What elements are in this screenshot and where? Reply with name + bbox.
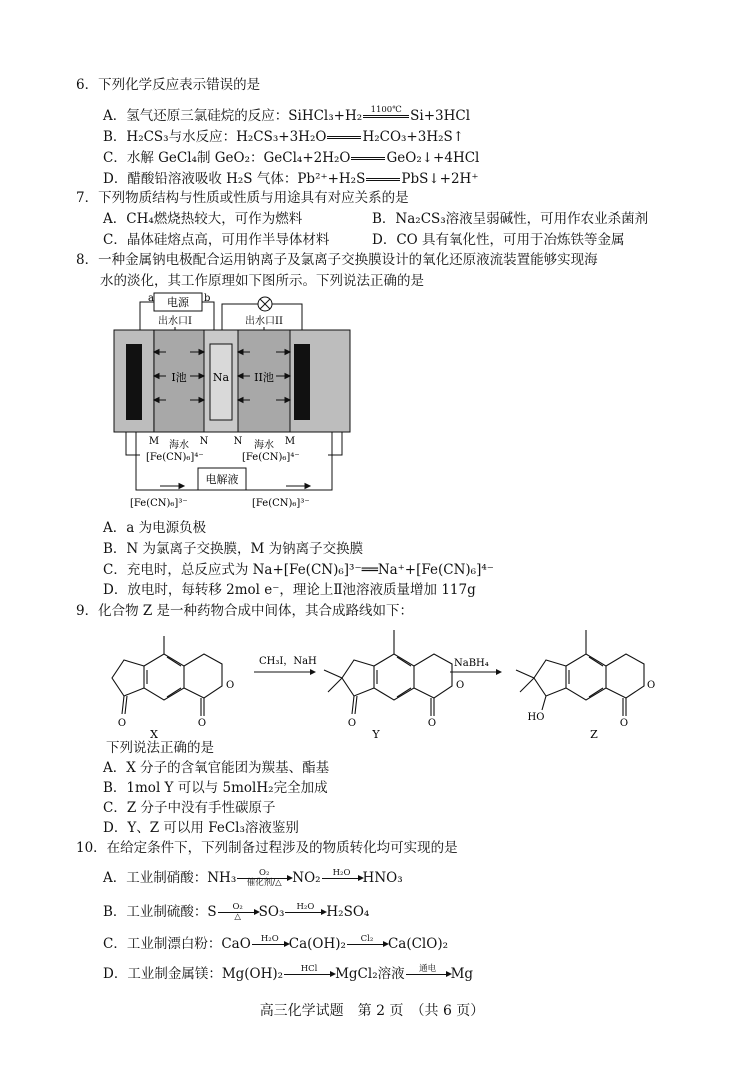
q7-option-d: D．CO 具有氧化性，可用于冶炼铁等金属	[372, 232, 625, 248]
flow-battery-diagram	[110, 290, 360, 515]
q10-c-cond1-top: H₂O	[260, 934, 279, 944]
q10-d-post: Mg	[450, 966, 474, 982]
molecule-x	[112, 636, 222, 716]
q6-a-post: Si+3HCl	[410, 108, 471, 124]
q8-option-c: C．充电时，总反应式为 Na+[Fe(CN)₆]³⁻══Na⁺+[Fe(CN)₆]⁴⁻	[103, 562, 494, 578]
q6-option-c	[103, 148, 479, 169]
q10-a-cond2-top: H₂O	[332, 868, 351, 878]
q7-option-c: C．晶体硅熔点高，可用作半导体材料	[103, 232, 330, 248]
q10-d-cond1-top: HCl	[300, 964, 318, 974]
fe4-label-right: [Fe(CN)₆]⁴⁻	[242, 452, 300, 463]
q8-option-d: D．放电时，每转移 2mol e⁻，理论上Ⅱ池溶液质量增加 117g	[103, 582, 476, 598]
x-ketone-o: O	[117, 718, 127, 729]
q10-c-arrow-1	[252, 935, 288, 954]
y-ester-o: O	[427, 718, 437, 729]
q10-option-d	[103, 962, 473, 986]
q9-option-c: C．Z 分子中没有手性碳原子	[103, 800, 276, 816]
q10-b-pre: B．工业制硫酸：S	[103, 904, 217, 920]
q9-option-a: A．X 分子的含氧官能团为羰基、酯基	[103, 760, 330, 776]
seawater-label-right: 海水	[254, 440, 274, 451]
q8-option-b: B．N 为氯离子交换膜，M 为钠离子交换膜	[103, 541, 364, 557]
q10-c-pre: C．工业制漂白粉：CaO	[103, 936, 251, 952]
q6-d-post: PbS↓+2H⁺	[401, 171, 479, 187]
reagent-1: CH₃I，NaH	[259, 656, 317, 667]
q10-a-post: HNO₃	[362, 870, 403, 886]
q6-c-post: GeO₂↓+4HCl	[386, 150, 480, 166]
x-ring-o: O	[226, 680, 235, 691]
q6-c-pre: C．水解 GeCl₄制 GeO₂：GeCl₄+2H₂O	[103, 150, 351, 166]
z-hydroxyl: HO	[527, 712, 545, 723]
q6-d-pre: D．醋酸铅溶液吸收 H₂S 气体：Pb²⁺+H₂S	[103, 171, 366, 187]
q9-stem: 9．化合物 Z 是一种药物合成中间体，其合成路线如下：	[76, 603, 414, 619]
q6-a-pre: A．氢气还原三氯硅烷的反应：SiHCl₃+H₂	[103, 108, 363, 124]
pool-1-label: I池	[171, 371, 187, 384]
q6-option-d	[103, 169, 478, 190]
q10-a-cond1-bottom: 催化剂/△	[246, 878, 282, 888]
q10-a-arrow-2	[322, 869, 362, 888]
seawater-label-left: 海水	[169, 440, 189, 451]
fe4-label-left: [Fe(CN)₆]⁴⁻	[146, 452, 204, 463]
q6-a-condition	[363, 106, 409, 127]
q10-b-cond1-bottom: △	[234, 912, 241, 922]
membrane-m-label-right: M	[284, 436, 296, 447]
fe3-label-left: [Fe(CN)₆]³⁻	[130, 498, 188, 509]
q6-b-pre: B．H₂CS₃与水反应：H₂CS₃+3H₂O	[103, 129, 327, 145]
q10-c-mid: Ca(OH)₂	[288, 936, 346, 952]
q10-option-c	[103, 932, 448, 956]
na-label: Na	[212, 371, 230, 384]
equals-sign	[351, 148, 385, 169]
q10-d-arrow-1	[284, 965, 334, 984]
equals-sign	[327, 127, 361, 148]
q10-d-arrow-2	[406, 965, 450, 984]
pool-2-label: II池	[254, 371, 274, 384]
y-ring-o: O	[456, 680, 465, 691]
q10-a-mid: NO₂	[292, 870, 321, 886]
q10-b-mid: SO₃	[258, 904, 285, 920]
q9-option-b: B．1mol Y 可以与 5molH₂完全加成	[103, 780, 328, 796]
q6-a-cond-label: 1100℃	[370, 105, 402, 115]
y-ketone-o: O	[347, 718, 357, 729]
q9-option-d: D．Y、Z 可以用 FeCl₃溶液鉴别	[103, 820, 299, 836]
terminal-a-label: a	[148, 293, 154, 304]
q10-c-arrow-2	[347, 935, 387, 954]
electrolyte-label: 电解液	[205, 473, 239, 486]
x-ester-o: O	[197, 718, 207, 729]
left-electrode	[126, 344, 142, 420]
q10-b-arrow-2	[285, 903, 325, 922]
outlet-1-label: 出水口I	[158, 316, 192, 327]
q10-c-post: Ca(ClO)₂	[387, 936, 448, 952]
q6-option-a	[103, 106, 470, 127]
reagent-2: NaBH₄	[454, 658, 489, 669]
power-label: 电源	[167, 296, 189, 309]
q10-b-arrow-1	[218, 903, 258, 922]
q6-option-b	[103, 127, 464, 148]
q10-b-post: H₂SO₄	[326, 904, 370, 920]
q10-stem: 10．在给定条件下，下列制备过程涉及的物质转化均可实现的是	[76, 840, 458, 856]
equals-sign	[363, 115, 409, 118]
q7-option-a: A．CH₄燃烧热较大，可作为燃料	[103, 211, 303, 227]
q10-d-pre: D．工业制金属镁：Mg(OH)₂	[103, 966, 284, 982]
q10-a-arrow-1	[237, 869, 291, 888]
q10-d-mid: MgCl₂溶液	[335, 966, 405, 982]
synthesis-route	[84, 622, 664, 740]
q10-c-cond2-top: Cl₂	[360, 934, 374, 944]
membrane-n-label-right: N	[233, 436, 243, 447]
membrane-n-label-left: N	[199, 436, 209, 447]
outlet-2-label: 出水口II	[245, 316, 283, 327]
molecule-z	[516, 630, 644, 716]
q8-stem-line1: 8．一种金属钠电极配合运用钠离子及氯离子交换膜设计的氧化还原液流装置能够实现海	[76, 252, 598, 268]
equals-sign	[366, 169, 400, 190]
q9-sub-stem: 下列说法正确的是	[106, 740, 214, 756]
terminal-b-label: b	[204, 293, 211, 304]
q7-stem: 7．下列物质结构与性质或性质与用途具有对应关系的是	[76, 190, 409, 206]
q10-b-cond2-top: H₂O	[296, 902, 315, 912]
q10-option-b	[103, 900, 369, 924]
q10-d-cond2-top: 通电	[419, 964, 437, 974]
q6-stem: 6．下列化学反应表示错误的是	[76, 77, 261, 93]
molecule-y	[324, 630, 452, 716]
q8-stem-line2: 水的淡化，其工作原理如下图所示。下列说法正确的是	[100, 273, 424, 289]
fe3-label-right: [Fe(CN)₆]³⁻	[252, 498, 310, 509]
z-ring-o: O	[647, 680, 656, 691]
q10-a-cond1-top: O₂	[259, 868, 270, 878]
q6-b-post: H₂CO₃+3H₂S↑	[362, 129, 465, 145]
q8-option-a: A．a 为电源负极	[103, 520, 207, 536]
label-y: Y	[372, 728, 380, 740]
q10-a-pre: A．工业制硝酸：NH₃	[103, 870, 237, 886]
right-electrode	[294, 344, 310, 420]
label-x: X	[150, 728, 158, 740]
z-ester-o: O	[619, 718, 629, 729]
q10-option-a	[103, 866, 403, 890]
membrane-m-label-left: M	[148, 436, 160, 447]
q7-option-b: B．Na₂CS₃溶液呈弱碱性，可用作农业杀菌剂	[372, 211, 649, 227]
q10-b-cond1-top: O₂	[232, 902, 243, 912]
page-footer: 高三化学试题 第 2 页 （共 6 页）	[259, 1003, 485, 1019]
label-z: Z	[590, 728, 598, 740]
